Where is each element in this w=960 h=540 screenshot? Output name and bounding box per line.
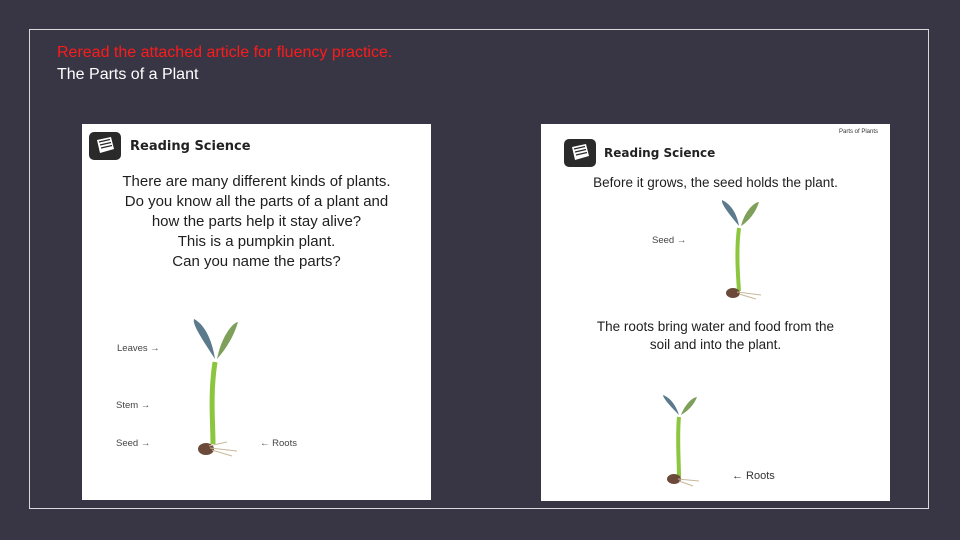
slide-title: The Parts of a Plant bbox=[57, 66, 199, 83]
intro-line: Can you name the parts? bbox=[172, 253, 341, 270]
label-stem: Stem → bbox=[116, 400, 151, 411]
intro-line: how the parts help it stay alive? bbox=[151, 213, 362, 230]
sentence-line: soil and into the plant. bbox=[649, 337, 782, 352]
seedling-illustration bbox=[711, 196, 791, 306]
seedling-illustration bbox=[182, 314, 272, 464]
label-roots: ← Roots bbox=[260, 438, 297, 449]
intro-line: There are many different kinds of plants. bbox=[122, 173, 391, 190]
instruction-text: Reread the attached article for fluency practice. bbox=[57, 44, 393, 61]
article-page-left bbox=[82, 124, 431, 500]
seed-sentence bbox=[541, 174, 890, 192]
article-page-right bbox=[541, 124, 890, 501]
section-header: Reading Science bbox=[604, 146, 716, 160]
intro-line: This is a pumpkin plant. bbox=[177, 233, 336, 250]
label-leaves: Leaves → bbox=[117, 343, 160, 354]
page-corner-tag: Parts of Plants bbox=[839, 129, 879, 135]
book-icon bbox=[564, 139, 596, 167]
seedling-illustration bbox=[651, 392, 731, 492]
sentence-line: Before it grows, the seed holds the plant. bbox=[593, 175, 838, 190]
book-icon bbox=[89, 132, 121, 160]
label-seed: Seed → bbox=[652, 235, 687, 246]
intro-line: Do you know all the parts of a plant and bbox=[124, 193, 389, 210]
label-seed: Seed → bbox=[116, 438, 151, 449]
roots-sentence bbox=[541, 318, 890, 354]
label-roots: ← Roots bbox=[732, 470, 775, 482]
sentence-line: The roots bring water and food from the bbox=[596, 319, 835, 334]
section-header: Reading Science bbox=[130, 139, 251, 154]
intro-paragraph bbox=[82, 172, 431, 272]
